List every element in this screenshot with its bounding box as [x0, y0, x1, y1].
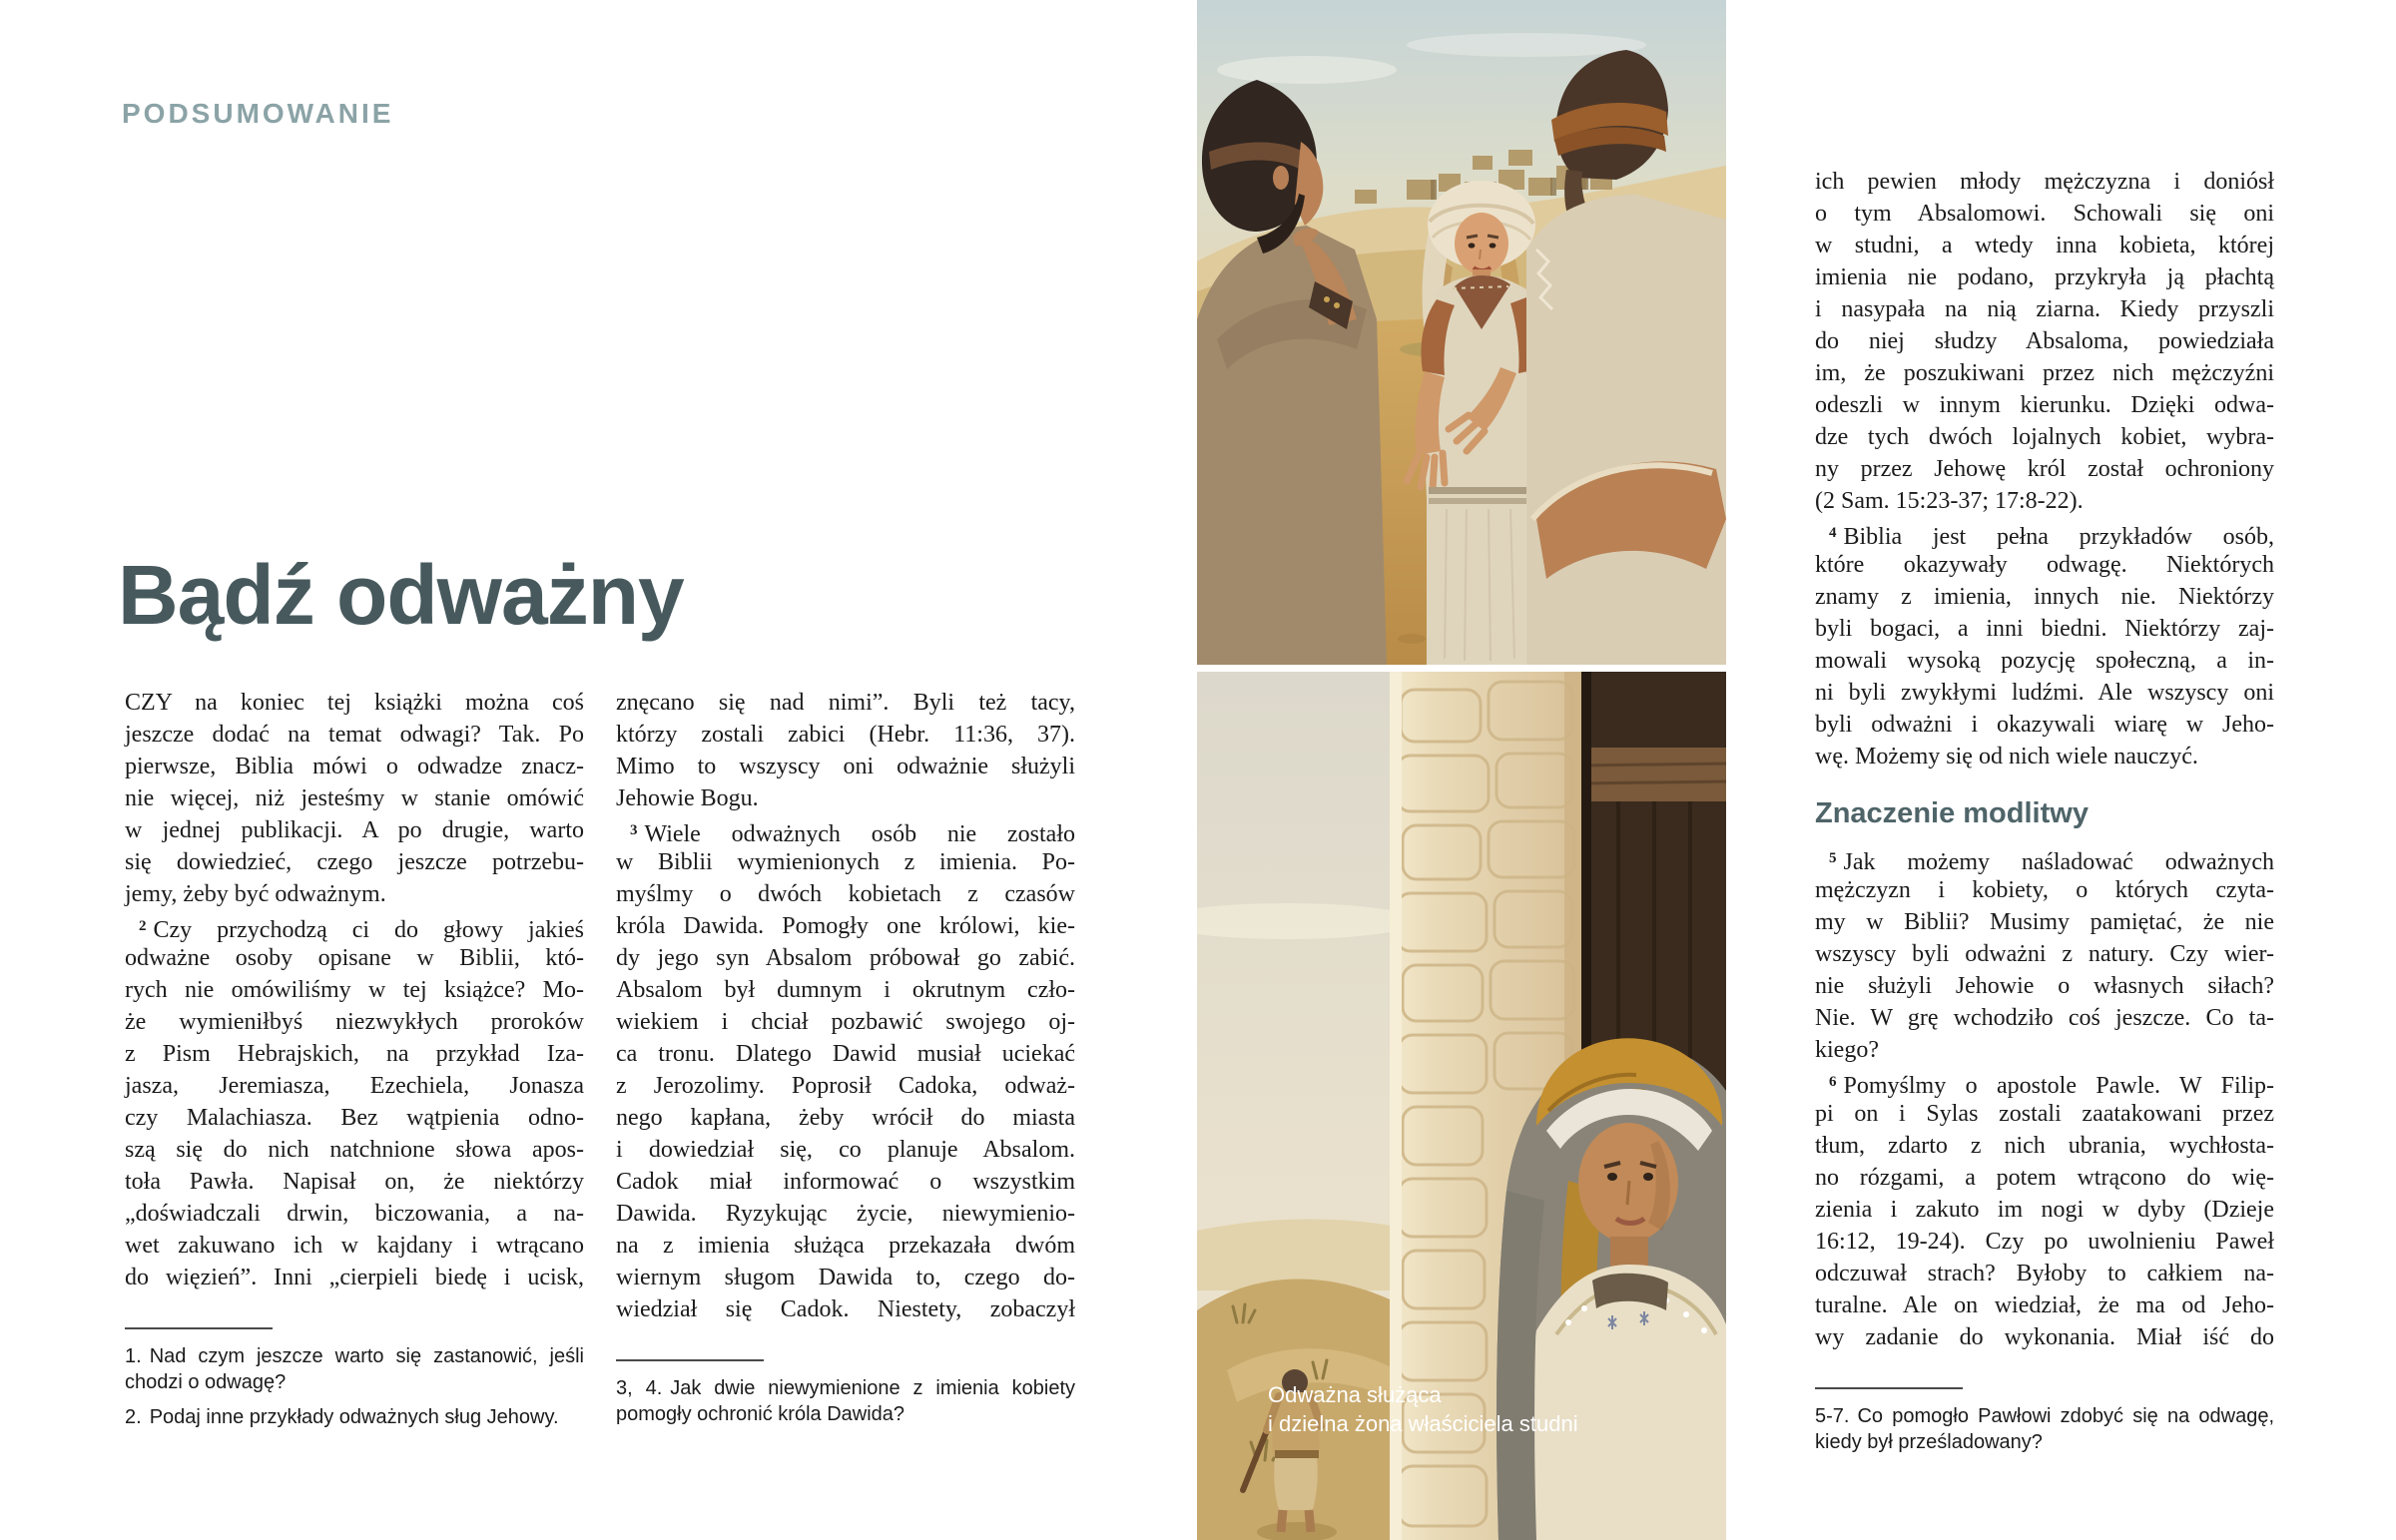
text-line: wę. Możemy się od nich wiele nauczyć.	[1815, 744, 2198, 770]
footnotes-block	[1815, 1387, 2274, 1455]
text-column-middle	[616, 687, 1075, 1436]
text-line: w jednej publikacji. A po drugie, warto	[125, 817, 584, 843]
caption-line: Odważna służąca	[1268, 1382, 1442, 1407]
text-line: toła Pawła. Napisał on, że niektórzy	[125, 1169, 584, 1195]
text-line: ny przez Jehowę król został ochroniony	[1815, 456, 2274, 482]
text-line: czy Malachiasza. Bez wątpienia odno-	[125, 1105, 584, 1131]
text-line: $^5$ Jak możemy naśladować odważnych	[1829, 849, 2274, 875]
text-line: imienia nie podano, przykryła ją płachtą	[1815, 264, 2274, 290]
text-line: odeszli w innym kierunku. Dzięki odwa-	[1815, 392, 2274, 418]
footnote: 5-7. Co pomogło Pawłowi zdobyć się na odwagę, kiedy był prześladowany?	[1815, 1405, 2274, 1453]
text-line: do więzień”. Inni „cierpieli biedę i ucisk,	[125, 1265, 584, 1290]
footnote: 1. Nad czym jeszcze warto się zastanowić, jeśli chodzi o odwagę?	[125, 1345, 584, 1393]
paragraph	[1815, 517, 2274, 772]
text-line: wszyscy byli odważni z natury. Czy wier-	[1815, 941, 2274, 967]
text-line: króla Dawida. Pomogły one królowi, kie-	[616, 913, 1075, 939]
text-line: wiernym sługom Dawida to, czego do-	[616, 1265, 1075, 1290]
text-line: ca tronu. Dlatego Dawid musiał uciekać	[616, 1041, 1075, 1067]
text-line: tłum, zdarto z nich ubrania, wychłosta-	[1815, 1133, 2274, 1159]
text-line: „doświadczali drwin, biczowania, a na-	[125, 1201, 584, 1227]
section-kicker: PODSUMOWANIE	[122, 98, 394, 129]
text-line: 16:12, 19-24). Czy po uwolnieniu Paweł	[1815, 1229, 2274, 1255]
text-line: jemy, żeby być odważnym.	[125, 881, 386, 907]
paragraph	[616, 687, 1075, 814]
text-line: CZY na koniec tej książki można coś	[125, 690, 584, 716]
text-line: mowali wysoką pozycję społeczną, a in-	[1815, 648, 2274, 674]
text-line: że wymieniłbyś niezwykłych proroków	[125, 1009, 584, 1035]
text-line: rych nie omówiliśmy w tej książce? Mo-	[125, 977, 584, 1003]
text-line: nie więcej, niż jesteśmy w stanie omówić	[125, 785, 584, 811]
paragraph	[125, 687, 584, 910]
text-line: wiekiem i chciał pozbawić swojego oj-	[616, 1009, 1075, 1035]
illustration-top-art	[1197, 0, 1726, 665]
text-line: im, że poszukiwani przez nich mężczyźni	[1815, 360, 2274, 386]
text-line: wiedział się Cadok. Niestety, zobaczył	[616, 1296, 1075, 1322]
text-line: byli odważni i okazywali wiarę w Jeho-	[1815, 712, 2274, 738]
text-line: no rózgami, a potem wtrącono do wię-	[1815, 1165, 2274, 1191]
text-line: znamy z imienia, innych nie. Niektórzy	[1815, 584, 2274, 610]
text-column-right	[1815, 166, 2274, 1464]
text-column-left	[125, 687, 584, 1439]
paragraph-number: 6	[1829, 1074, 1837, 1090]
footnote: 3, 4. Jak dwie niewymienione z imienia kobiety pomogły ochronić króla Dawida?	[616, 1377, 1076, 1425]
text-line: byli bogaci, a inni biedni. Niektórzy zaj-	[1815, 616, 2274, 642]
text-line: jeszcze dodać na temat odwagi? Tak. Po	[125, 722, 584, 748]
text-line: zienia i zakuto im nogi w dyby (Dzieje	[1815, 1197, 2274, 1223]
text-line: dy jego syn Absalom próbował go zabić.	[616, 945, 1075, 971]
text-line: w studni, a wtedy inna kobieta, której	[1815, 233, 2274, 258]
text-line: kiego?	[1815, 1037, 1879, 1063]
text-line: my w Biblii? Musimy pamiętać, że nie	[1815, 909, 2274, 935]
text-line: pi on i Sylas zostali zaatakowani przez	[1815, 1101, 2274, 1127]
text-line: w Biblii wymienionych z imienia. Po-	[616, 849, 1075, 875]
paragraph	[125, 910, 584, 1293]
text-line: które okazywały odwagę. Niektórych	[1815, 552, 2274, 578]
text-line: wy zadanie do wykonania. Miał iść do	[1815, 1324, 2274, 1350]
text-line: i nasypała na nią ziarna. Kiedy przyszli	[1815, 296, 2274, 322]
paragraph	[616, 814, 1075, 1325]
text-line: się dowiedzieć, czego jeszcze potrzebu-	[125, 849, 584, 875]
paragraph-number: 3	[630, 822, 638, 838]
text-line: i dowiedział się, co planuje Absalom.	[616, 1137, 1075, 1163]
text-line: z Pism Hebrajskich, na przykład Iza-	[125, 1041, 584, 1067]
illustration-well-owners-wife	[1197, 672, 1726, 1540]
text-line: pierwsze, Biblia mówi o odwadze znacz-	[125, 754, 584, 779]
text-line: $^4$ Biblia jest pełna przykładów osób,	[1829, 524, 2274, 550]
illustration-stack	[1197, 0, 1726, 1540]
text-line: którzy zostali zabici (Hebr. 11:36, 37).	[616, 722, 1075, 748]
paragraph-number: 2	[139, 918, 147, 934]
text-line: turalne. Ale on wiedział, że ma od Jeho-	[1815, 1292, 2274, 1318]
text-line: ni byli zwykłymi ludźmi. Ale wszyscy oni	[1815, 680, 2274, 706]
text-line: ich pewien młody mężczyzna i doniósł	[1815, 169, 2274, 195]
text-line: Mimo to wszyscy oni odważnie służyli	[616, 754, 1075, 779]
paragraph-number: 4	[1829, 525, 1837, 541]
paragraph-number: 5	[1829, 850, 1837, 866]
footnote-number: 5-7.	[1815, 1405, 1850, 1427]
text-line: dze tych dwóch lojalnych kobiet, wybra-	[1815, 424, 2274, 450]
caption-line: i dzielna żona właściciela studni	[1268, 1411, 1578, 1436]
text-line: Cadok miał informować o wszystkim	[616, 1169, 1075, 1195]
text-line: wet zakuwano ich w kajdany i wtrącano	[125, 1233, 584, 1259]
text-line: nego kapłana, żeby wrócił do miasta	[616, 1105, 1075, 1131]
footnotes-block	[125, 1327, 584, 1430]
text-line: $^3$ Wiele odważnych osób nie zostało	[630, 821, 1075, 847]
paragraph	[1815, 166, 2274, 517]
text-line: odczuwał strach? Byłoby to całkiem na-	[1815, 1261, 2274, 1286]
text-line: jasza, Jeremiasza, Ezechiela, Jonasza	[125, 1073, 584, 1099]
text-line: na z imienia służąca przekazała dwóm	[616, 1233, 1075, 1259]
figure-servant-girl	[1407, 181, 1540, 665]
text-line: z Jerozolimy. Poprosił Cadoka, odważ-	[616, 1073, 1075, 1099]
text-line: nie służyli Jehowie o własnych siłach?	[1815, 973, 2274, 999]
page-title: Bądź odważny	[118, 548, 684, 642]
text-line: mężczyzn i kobiety, o których czyta-	[1815, 877, 2274, 903]
text-line: Dawida. Ryzykując życie, niewymienio-	[616, 1201, 1075, 1227]
footnote: 2. Podaj inne przykłady odważnych sług Jehowy.	[125, 1406, 559, 1428]
text-line: myślmy o dwóch kobietach z czasów	[616, 881, 1075, 907]
text-line: $^6$ Pomyślmy o apostole Pawle. W Filip-	[1829, 1073, 2274, 1099]
paragraph	[1815, 1066, 2274, 1353]
paragraph	[1815, 842, 2274, 1066]
illustration-servant-girl-and-men	[1197, 0, 1726, 665]
footnote-number: 3, 4.	[616, 1377, 663, 1399]
image-caption	[1268, 1380, 1578, 1438]
text-line: znęcano się nad nimi”. Byli też tacy,	[616, 690, 1075, 716]
text-line: szą się do nich natchnione słowa apos-	[125, 1137, 584, 1163]
footnotes-block	[616, 1359, 1075, 1427]
text-line: (2 Sam. 15:23-37; 17:8-22).	[1815, 488, 2084, 514]
text-line: $^2$ Czy przychodzą ci do głowy jakieś	[139, 917, 584, 943]
footnote-number: 2.	[125, 1406, 142, 1428]
footnote-number: 1.	[125, 1345, 142, 1367]
figure-well-owners-wife	[1497, 1038, 1726, 1540]
text-line: o tym Absalomowi. Schowali się oni	[1815, 201, 2274, 227]
text-line: Jehowie Bogu.	[616, 785, 759, 811]
text-line: odważne osoby opisane w Biblii, któ-	[125, 945, 584, 971]
text-line: do niej słudzy Absaloma, powiedziała	[1815, 328, 2274, 354]
text-line: Absalom był dumnym i okrutnym czło-	[616, 977, 1075, 1003]
section-subheading: Znaczenie modlitwy	[1815, 797, 2089, 829]
text-line: Nie. W grę wchodziło coś jeszcze. Co ta-	[1815, 1005, 2274, 1031]
